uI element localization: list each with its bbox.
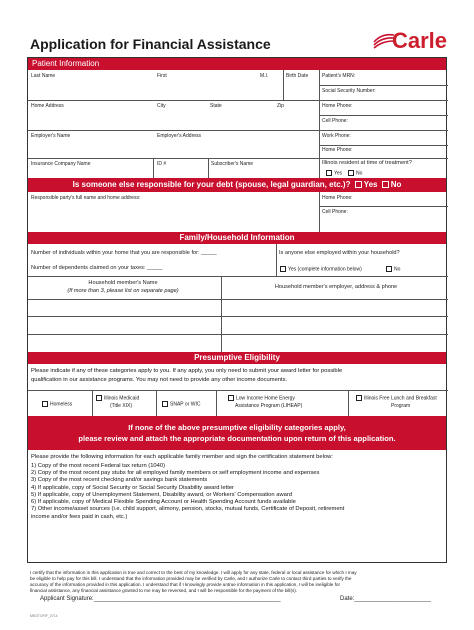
illinois-resident-question: Illinois resident at time of treatment? [322,160,412,166]
home-address-label: Home Address [31,103,64,109]
illinois-yes-option[interactable] [326,170,342,177]
document-item: 4) If applicable, copy of Social Security or Social Security Disability award letter [31,484,234,491]
presumptive-text-2: qualification in our assistance programs. You may not need to provide any other income documents. [31,377,288,383]
medicaid-title: (Title XIX) [110,403,133,409]
document-item: 5) If applicable, copy of Unemployment Statement, Disability award, or Workers' Compensation award [31,491,293,498]
first-name-label: First [157,73,167,79]
cell-phone-label: Cell Phone: [322,118,348,124]
city-label: City [157,103,166,109]
document-item: income and/or fees paid in cash, etc.) [31,513,128,520]
responsible-party-label: Responsible party's full name and home address: [31,195,141,201]
zip-label: Zip [277,103,284,109]
responsible-no-checkbox-icon[interactable] [382,181,389,188]
document-item: 7) Other income/asset sources (i.e. child support, alimony, pension, stocks, mutual funds, Certificate of Deposit, retirement [31,506,345,513]
checkbox-icon[interactable] [356,395,362,401]
date-line[interactable]: Date:_______________________ [340,596,432,602]
home-phone-label: Home Phone: [322,103,353,109]
individuals-question: Number of individuals within your home that you are responsible for: _____ [31,250,217,256]
grid-line [283,70,284,100]
grid-line [153,158,154,178]
id-label: ID # [157,161,167,167]
section-bar-presumptive: Presumptive Eligibility [28,352,446,364]
homeless-label: Homeless [50,401,73,408]
grid-line [208,158,209,178]
applicant-signature-line[interactable]: Applicant Signature:________________________________________________________ [40,596,281,602]
carle-logo [372,29,450,53]
grid-line [28,100,448,101]
work-phone-label: Work Phone: [322,133,351,139]
grid-line [28,334,448,335]
page-title: Application for Financial Assistance [30,36,271,52]
grid-line [276,244,277,276]
state-label: State [210,103,222,109]
grid-line [319,206,448,207]
checkbox-icon[interactable] [280,266,286,272]
liheap-label: Low Income Home Energy [236,395,295,402]
none-apply-line-1: If none of the above presumptive eligibility categories apply, [128,423,346,432]
grid-line [319,85,448,86]
grid-line [319,70,320,178]
responsible-yes-checkbox-icon[interactable] [355,181,362,188]
section-bar-patient-info: Patient Information [28,58,446,70]
mrn-label: Patient's MRN: [322,73,356,79]
liheap-option[interactable] [228,395,295,402]
snap-option[interactable] [162,401,200,408]
document-item: 3) Copy of the most recent checking and/or savings bank statements [31,477,208,484]
free-lunch-program: Program [391,403,411,409]
checkbox-icon[interactable] [326,170,332,176]
grid-line [319,115,448,116]
document-item: 6) If applicable, copy of Medical Flexible Spending Account or Health Spending Account funds available [31,499,296,506]
liheap-program: Assistance Program (LIHEAP) [235,403,303,409]
employed-no-option[interactable] [386,266,400,273]
grid-line [28,316,448,317]
documents-intro: Please provide the following information for each applicable family member and sign the certification statement below: [31,454,333,460]
responsible-no-label: No [390,180,402,189]
no-label: No [356,170,363,177]
section-bar-household: Family/Household Information [28,232,446,244]
logo-text: Carle [392,28,448,53]
medicaid-label: Illinois Medicaid [104,395,140,402]
employed-yes-label: Yes (complete information below) [288,266,362,273]
illinois-no-option[interactable] [348,170,362,177]
none-apply-line-2: please review and attach the appropriate documentation upon return of this application. [78,434,396,443]
responsible-yes-label: Yes [363,180,378,189]
employer-address-label: Employer's Address [157,133,202,139]
grid-line [28,276,448,277]
section-bar-none-apply [28,416,446,450]
cert-line: accuracy of the information provided in this application. I understand that if I knowingly provide untrue information in this application, I will be ineligible for [30,581,340,587]
checkbox-icon[interactable] [162,401,168,407]
checkbox-icon[interactable] [386,266,392,272]
cert-line: I certify that the information in this application is true and correct to the best of my knowledge. I will apply for any state, federal or local assistance for which I may [30,570,357,575]
grid-line [348,390,349,416]
document-item: 1) Copy of the most recent Federal tax return (1040) [31,463,166,469]
grid-line [156,390,157,416]
last-name-label: Last Name [31,73,56,79]
grid-line [221,276,222,352]
medicaid-option[interactable] [96,395,139,402]
household-member-name-header: Household member's Name [88,280,158,286]
grid-line [216,390,217,416]
checkbox-icon[interactable] [42,401,48,407]
dependents-question: Number of dependents claimed on your taxes: _____ [31,265,163,271]
cert-line: be eligible to help pay for this bill. I understand that the information provided may be verified by Carle, and I authorize Carle to contact third parties to verify the [30,575,352,581]
free-lunch-option[interactable] [356,395,437,402]
checkbox-icon[interactable] [96,395,102,401]
checkbox-icon[interactable] [348,170,354,176]
certification-statement [30,570,450,594]
grid-line [28,130,448,131]
household-employer-header: Household member's employer, address & phone [274,284,398,290]
grid-line [319,192,320,232]
employer-name-label: Employer's Name [31,133,71,139]
section-bar-responsible [28,178,446,192]
homeless-option[interactable] [42,401,72,408]
responsible-cell-phone-label: Cell Phone: [322,209,348,215]
application-form [27,57,447,563]
grid-line [28,299,448,300]
free-lunch-label: Illinois Free Lunch and Breakfast [364,395,437,402]
birth-date-label: Birth Date [286,73,309,79]
home-phone-2-label: Home Phone: [322,147,353,153]
household-member-note: (If more than 3, please list on separate page) [67,288,179,294]
grid-line [319,145,448,146]
grid-line [28,390,448,391]
responsible-home-phone-label: Home Phone: [322,195,353,201]
insurance-label: Insurance Company Name [31,161,91,167]
cert-line: financial assistance, any financial assistance granted to me may be reversed, and I will be responsible for the payment of the bill(s). [30,587,298,593]
mi-label: M.I. [260,73,269,79]
presumptive-text-1: Please indicate if any of these categories apply to you. If any apply, you only need to submit your award letter for possible [31,368,343,374]
documents-list [31,463,344,521]
ssn-label: Social Security Number: [322,88,376,94]
employed-yes-option[interactable] [280,266,362,273]
responsible-question: Is someone else responsible for your debt (spouse, legal guardian, etc.)? [72,180,351,189]
yes-label: Yes [334,170,343,177]
subscriber-label: Subscriber's Name [211,161,254,167]
employed-no-label: No [394,266,401,273]
employed-question: Is anyone else employed within your household? [279,250,400,256]
checkbox-icon[interactable] [228,395,234,401]
document-item: 2) Copy of the most recent pay stubs for all employed family members or self employment income and expenses [31,470,320,477]
snap-label: SNAP or WIC [170,401,201,408]
form-number: MEDTOFIF_0714 [30,614,58,618]
grid-line [92,390,93,416]
grid-line [28,158,448,159]
